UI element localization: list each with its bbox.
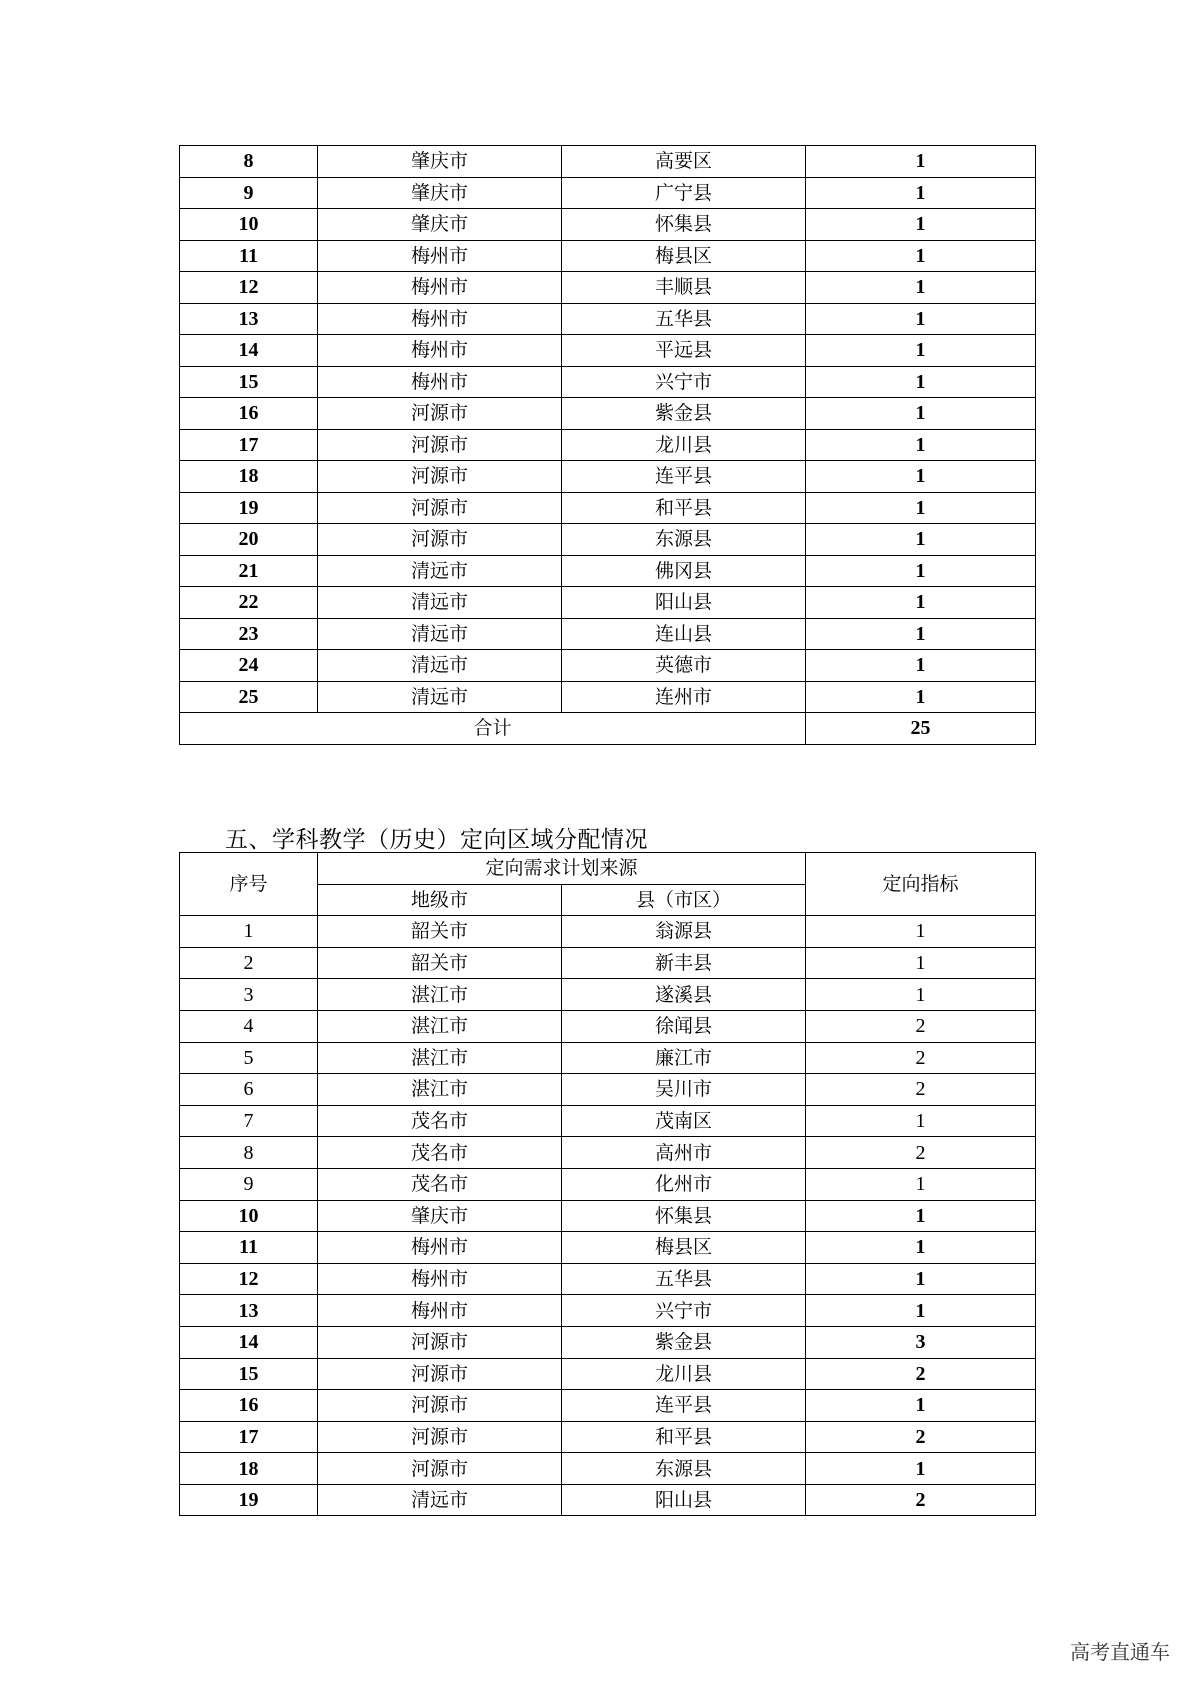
table-row [180,209,1036,241]
table-row [180,587,1036,619]
cell-county: 东源县 [562,1453,806,1485]
table-row [180,1232,1036,1264]
cell-seq: 3 [180,979,318,1011]
table-row [180,618,1036,650]
cell-quota: 1 [806,429,1036,461]
cell-quota: 1 [806,979,1036,1011]
cell-quota: 1 [806,1390,1036,1422]
cell-city: 梅州市 [318,240,562,272]
cell-county: 连平县 [562,1390,806,1422]
table-header-row [180,853,1036,885]
cell-quota: 1 [806,916,1036,948]
cell-city: 清远市 [318,618,562,650]
cell-seq: 17 [180,429,318,461]
cell-seq: 14 [180,1326,318,1358]
table-row [180,650,1036,682]
table-row [180,1168,1036,1200]
cell-city: 河源市 [318,398,562,430]
table-row [180,1200,1036,1232]
cell-city: 河源市 [318,1453,562,1485]
total-label: 合计 [180,713,806,745]
cell-county: 和平县 [562,1421,806,1453]
table-row [180,1421,1036,1453]
cell-county: 怀集县 [562,209,806,241]
cell-city: 河源市 [318,1390,562,1422]
cell-seq: 18 [180,461,318,493]
cell-quota: 3 [806,1326,1036,1358]
cell-seq: 12 [180,272,318,304]
cell-city: 肇庆市 [318,209,562,241]
table-row [180,461,1036,493]
table-row [180,1010,1036,1042]
cell-city: 湛江市 [318,979,562,1011]
cell-seq: 23 [180,618,318,650]
cell-county: 广宁县 [562,177,806,209]
cell-seq: 13 [180,303,318,335]
cell-seq: 9 [180,177,318,209]
cell-city: 韶关市 [318,947,562,979]
cell-quota: 2 [806,1137,1036,1169]
cell-city: 清远市 [318,555,562,587]
cell-quota: 1 [806,1200,1036,1232]
cell-county: 兴宁市 [562,366,806,398]
table-row [180,1263,1036,1295]
cell-county: 怀集县 [562,1200,806,1232]
cell-county: 阳山县 [562,1484,806,1516]
cell-quota: 1 [806,947,1036,979]
cell-seq: 10 [180,1200,318,1232]
cell-seq: 20 [180,524,318,556]
cell-county: 梅县区 [562,1232,806,1264]
cell-quota: 1 [806,272,1036,304]
table-row [180,1137,1036,1169]
cell-county: 高州市 [562,1137,806,1169]
cell-quota: 1 [806,461,1036,493]
cell-city: 河源市 [318,524,562,556]
cell-quota: 1 [806,650,1036,682]
cell-quota: 2 [806,1484,1036,1516]
cell-city: 肇庆市 [318,1200,562,1232]
cell-city: 梅州市 [318,366,562,398]
cell-seq: 6 [180,1074,318,1106]
cell-county: 龙川县 [562,1358,806,1390]
table-row [180,1295,1036,1327]
cell-city: 清远市 [318,650,562,682]
cell-county: 高要区 [562,146,806,178]
cell-quota: 2 [806,1010,1036,1042]
table-row [180,1326,1036,1358]
cell-seq: 16 [180,1390,318,1422]
cell-seq: 11 [180,240,318,272]
cell-city: 梅州市 [318,272,562,304]
cell-seq: 25 [180,681,318,713]
cell-city: 河源市 [318,429,562,461]
cell-seq: 21 [180,555,318,587]
cell-city: 河源市 [318,1326,562,1358]
cell-city: 茂名市 [318,1105,562,1137]
cell-county: 徐闻县 [562,1010,806,1042]
cell-quota: 1 [806,524,1036,556]
cell-county: 五华县 [562,1263,806,1295]
cell-quota: 1 [806,303,1036,335]
header-source: 定向需求计划来源 [318,853,806,885]
table-row [180,398,1036,430]
cell-county: 梅县区 [562,240,806,272]
table-row [180,681,1036,713]
cell-quota: 1 [806,177,1036,209]
cell-seq: 15 [180,1358,318,1390]
total-row [180,713,1036,745]
cell-quota: 1 [806,681,1036,713]
cell-county: 丰顺县 [562,272,806,304]
cell-county: 连平县 [562,461,806,493]
total-value: 25 [806,713,1036,745]
cell-quota: 1 [806,146,1036,178]
cell-city: 河源市 [318,1358,562,1390]
cell-seq: 8 [180,146,318,178]
table-row [180,979,1036,1011]
table-row [180,916,1036,948]
cell-county: 佛冈县 [562,555,806,587]
watermark: 高考直通车 [1070,1640,1170,1664]
cell-quota: 2 [806,1421,1036,1453]
cell-seq: 5 [180,1042,318,1074]
header-city: 地级市 [318,884,562,916]
cell-seq: 17 [180,1421,318,1453]
cell-quota: 1 [806,335,1036,367]
table-row [180,947,1036,979]
cell-city: 清远市 [318,1484,562,1516]
cell-seq: 9 [180,1168,318,1200]
table-row [180,1453,1036,1485]
cell-quota: 1 [806,366,1036,398]
cell-seq: 7 [180,1105,318,1137]
cell-seq: 8 [180,1137,318,1169]
cell-county: 紫金县 [562,1326,806,1358]
cell-city: 河源市 [318,461,562,493]
cell-seq: 4 [180,1010,318,1042]
cell-county: 化州市 [562,1168,806,1200]
cell-county: 兴宁市 [562,1295,806,1327]
cell-quota: 1 [806,1295,1036,1327]
cell-city: 肇庆市 [318,177,562,209]
cell-seq: 15 [180,366,318,398]
header-quota: 定向指标 [806,853,1036,916]
cell-quota: 2 [806,1358,1036,1390]
table-row [180,1105,1036,1137]
cell-county: 龙川县 [562,429,806,461]
cell-city: 梅州市 [318,335,562,367]
cell-county: 英德市 [562,650,806,682]
table-row [180,1390,1036,1422]
cell-quota: 1 [806,1168,1036,1200]
cell-county: 吴川市 [562,1074,806,1106]
cell-county: 连山县 [562,618,806,650]
cell-city: 梅州市 [318,303,562,335]
cell-quota: 1 [806,555,1036,587]
table-row [180,177,1036,209]
cell-seq: 14 [180,335,318,367]
cell-county: 紫金县 [562,398,806,430]
cell-city: 湛江市 [318,1042,562,1074]
cell-quota: 1 [806,1232,1036,1264]
cell-city: 湛江市 [318,1010,562,1042]
table-row [180,146,1036,178]
cell-county: 翁源县 [562,916,806,948]
cell-county: 五华县 [562,303,806,335]
cell-seq: 2 [180,947,318,979]
table-row [180,492,1036,524]
cell-county: 和平县 [562,492,806,524]
cell-county: 连州市 [562,681,806,713]
cell-city: 河源市 [318,1421,562,1453]
cell-city: 河源市 [318,492,562,524]
cell-county: 新丰县 [562,947,806,979]
cell-seq: 12 [180,1263,318,1295]
cell-county: 平远县 [562,335,806,367]
cell-city: 清远市 [318,587,562,619]
table-row [180,524,1036,556]
header-seq: 序号 [180,853,318,916]
cell-city: 茂名市 [318,1137,562,1169]
cell-seq: 18 [180,1453,318,1485]
table-row [180,429,1036,461]
table-row [180,303,1036,335]
cell-seq: 1 [180,916,318,948]
cell-quota: 1 [806,1263,1036,1295]
cell-city: 肇庆市 [318,146,562,178]
cell-seq: 13 [180,1295,318,1327]
table-row [180,1042,1036,1074]
cell-quota: 1 [806,240,1036,272]
cell-county: 茂南区 [562,1105,806,1137]
cell-seq: 19 [180,1484,318,1516]
cell-city: 湛江市 [318,1074,562,1106]
cell-quota: 2 [806,1042,1036,1074]
cell-county: 东源县 [562,524,806,556]
table-row [180,240,1036,272]
table-row [180,1074,1036,1106]
cell-seq: 16 [180,398,318,430]
cell-seq: 24 [180,650,318,682]
cell-seq: 10 [180,209,318,241]
allocation-table-continued [179,145,1036,745]
cell-quota: 1 [806,398,1036,430]
cell-county: 阳山县 [562,587,806,619]
cell-seq: 19 [180,492,318,524]
cell-city: 茂名市 [318,1168,562,1200]
table-row [180,1484,1036,1516]
cell-city: 梅州市 [318,1295,562,1327]
cell-quota: 2 [806,1074,1036,1106]
cell-quota: 1 [806,209,1036,241]
table-row [180,335,1036,367]
cell-quota: 1 [806,587,1036,619]
cell-county: 廉江市 [562,1042,806,1074]
cell-quota: 1 [806,1453,1036,1485]
section-title: 五、学科教学（历史）定向区域分配情况 [225,827,648,853]
table-row [180,272,1036,304]
cell-quota: 1 [806,492,1036,524]
cell-seq: 11 [180,1232,318,1264]
cell-city: 梅州市 [318,1232,562,1264]
cell-quota: 1 [806,618,1036,650]
table-row [180,366,1036,398]
table-row [180,1358,1036,1390]
cell-city: 清远市 [318,681,562,713]
cell-city: 韶关市 [318,916,562,948]
cell-quota: 1 [806,1105,1036,1137]
cell-seq: 22 [180,587,318,619]
history-allocation-table [179,852,1036,1516]
header-county: 县（市区） [562,884,806,916]
cell-county: 遂溪县 [562,979,806,1011]
cell-city: 梅州市 [318,1263,562,1295]
table-row [180,555,1036,587]
